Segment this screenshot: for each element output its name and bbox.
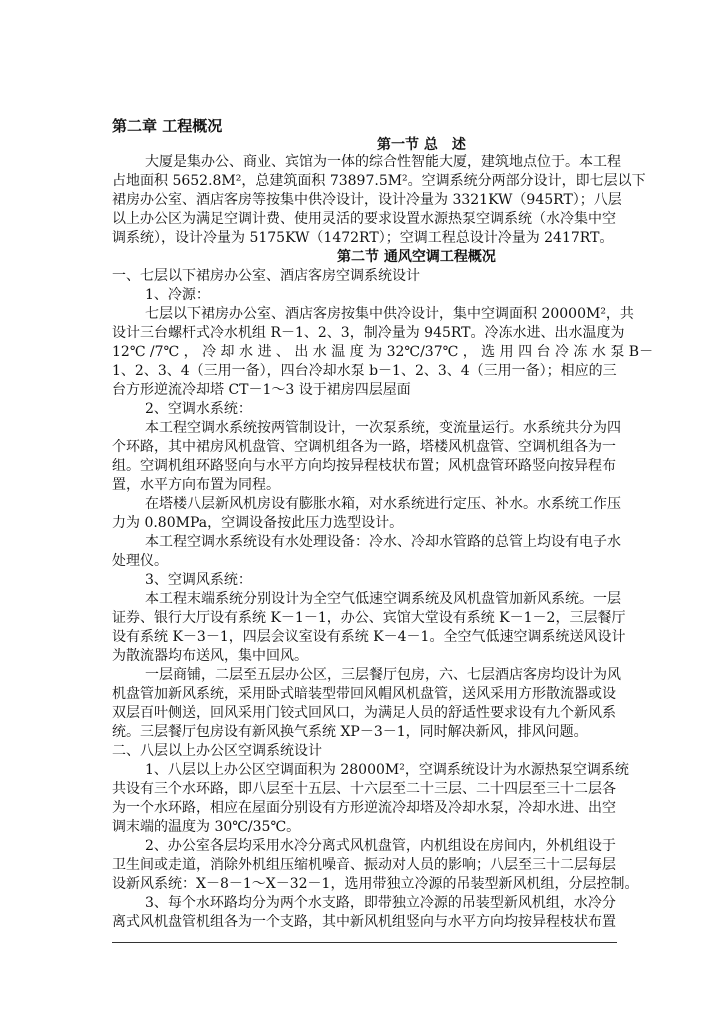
paragraph-line: 七层以下裙房办公室、酒店客房按集中供冷设计，集中空调面积 20000M²，共: [145, 306, 634, 322]
paragraph-line: 个环路，其中裙房风机盘管、空调机组各为一路，塔楼风机盘管、空调机组各为一: [112, 439, 616, 455]
paragraph-line: 证券、银行大厅设有系统 K－1－1，办公、宾馆大堂设有系统 K－1－2，三层餐厅: [112, 610, 626, 626]
paragraph-line: 1、八层以上办公区空调面积为 28000M²，空调系统设计为水源热泵空调系统: [145, 762, 629, 778]
paragraph-line: 为一个水环路，相应在屋面分别设有方形逆流冷却塔及冷却水泵，冷却水进、出空: [112, 800, 616, 816]
paragraph-line: 裙房办公室、酒店客房等按集中供冷设计，设计冷量为 3321KW（945RT）；八层: [112, 192, 622, 208]
subsection-heading: 二、八层以上办公区空调系统设计: [112, 743, 322, 759]
paragraph-line: 统。三层餐厅包房设有新风换气系统 XP－3－1，同时解决新风，排风问题。: [112, 724, 588, 740]
paragraph-line: 置，水平方向布置为同程。: [112, 477, 280, 493]
chapter-title: 第二章 工程概况: [112, 117, 223, 135]
paragraph-line: 调系统），设计冷量为 5175KW（1472RT）；空调工程总设计冷量为 2417RT。: [112, 230, 614, 246]
paragraph-line: 为散流器均布送风，集中回风。: [112, 648, 308, 664]
paragraph-line: 设计三台螺杆式冷水机组 R－1、2、3，制冷量为 945RT。冷冻水进、出水温度为: [112, 325, 625, 341]
section-title: 第一节 总 述: [377, 137, 466, 153]
paragraph-line: 调末端的温度为 30℃/35℃。: [112, 819, 301, 835]
paragraph-line: 在塔楼八层新风机房设有膨胀水箱，对水系统进行定压、补水。水系统工作压: [145, 496, 621, 512]
footer-divider: [112, 942, 617, 943]
subsection-heading: 一、七层以下裙房办公室、酒店客房空调系统设计: [112, 268, 420, 284]
paragraph-line: 1、2、3、4（三用一备），四台冷却水泵 b－1、2、3、4（三用一备）；相应的三: [112, 363, 617, 379]
paragraph-line: 本工程末端系统分别设计为全空气低速空调系统及风机盘管加新风系统。一层: [145, 591, 621, 607]
paragraph-line: 本工程空调水系统按两管制设计，一次泵系统，变流量运行。水系统共分为四: [145, 420, 621, 436]
paragraph-line: 设有系统 K－3－1，四层会议室设有系统 K－4－1。全空气低速空调系统送风设计: [112, 629, 626, 645]
paragraph-line: 以上办公区为满足空调计费、使用灵活的要求设置水源热泵空调系统（水冷集中空: [112, 211, 616, 227]
paragraph-line: 一层商铺，二层至五层办公区，三层餐厅包房，六、七层酒店客房均设计为风: [145, 667, 621, 683]
paragraph-line: 组。空调机组环路竖向与水平方向均按异程枝状布置；风机盘管环路竖向按异程布: [112, 458, 616, 474]
item-heading: 3、空调风系统：: [145, 572, 252, 588]
paragraph-line: 处理仪。: [112, 553, 168, 569]
paragraph-line: 占地面积 5652.8M²，总建筑面积 73897.5M²。空调系统分两部分设计，即七层以下: [112, 173, 646, 189]
paragraph-line: 双层百叶侧送，回风采用门铰式回风口，为满足人员的舒适性要求设有九个新风系: [112, 705, 616, 721]
paragraph-line: 卫生间或走道，消除外机组压缩机噪音、振动对人员的影响；八层至三十二层每层: [112, 857, 616, 873]
paragraph-line: 本工程空调水系统设有水处理设备：冷水、冷却水管路的总管上均设有电子水: [145, 534, 621, 550]
paragraph-line: 2、办公室各层均采用水冷分离式风机盘管，内机组设在房间内，外机组设于: [145, 838, 616, 854]
paragraph-line: 共设有三个水环路，即八层至十五层、十六层至二十三层、二十四层至三十二层各: [112, 781, 616, 797]
paragraph-line: 力为 0.80MPa，空调设备按此压力选型设计。: [112, 515, 404, 531]
paragraph-line: 机盘管加新风系统，采用卧式暗装型带回风帽风机盘管，送风采用方形散流器或设: [112, 686, 616, 702]
paragraph-line: 12℃ /7℃ ， 冷 却 水 进 、 出 水 温 度 为 32℃/37℃ ， 选 用 四 台 冷 冻 水 泵 B－: [112, 344, 654, 360]
item-heading: 2、空调水系统：: [145, 401, 252, 417]
paragraph-line: 离式风机盘管机组各为一个支路，其中新风机组竖向与水平方向均按异程枝状布置: [112, 914, 616, 930]
paragraph-line: 大厦是集办公、商业、宾馆为一体的综合性智能大厦，建筑地点位于。本工程: [145, 154, 621, 170]
paragraph-line: 台方形逆流冷却塔 CT－1～3 设于裙房四层屋面: [112, 382, 411, 398]
paragraph-line: 3、每个水环路均分为两个水支路，即带独立冷源的吊装型新风机组，水冷分: [145, 895, 616, 911]
paragraph-line: 设新风系统：X－8－1～X－32－1，选用带独立冷源的吊装型新风机组，分层控制。: [112, 876, 639, 892]
item-heading: 1、冷源：: [145, 287, 210, 303]
section-title: 第二节 通风空调工程概况: [337, 249, 496, 265]
